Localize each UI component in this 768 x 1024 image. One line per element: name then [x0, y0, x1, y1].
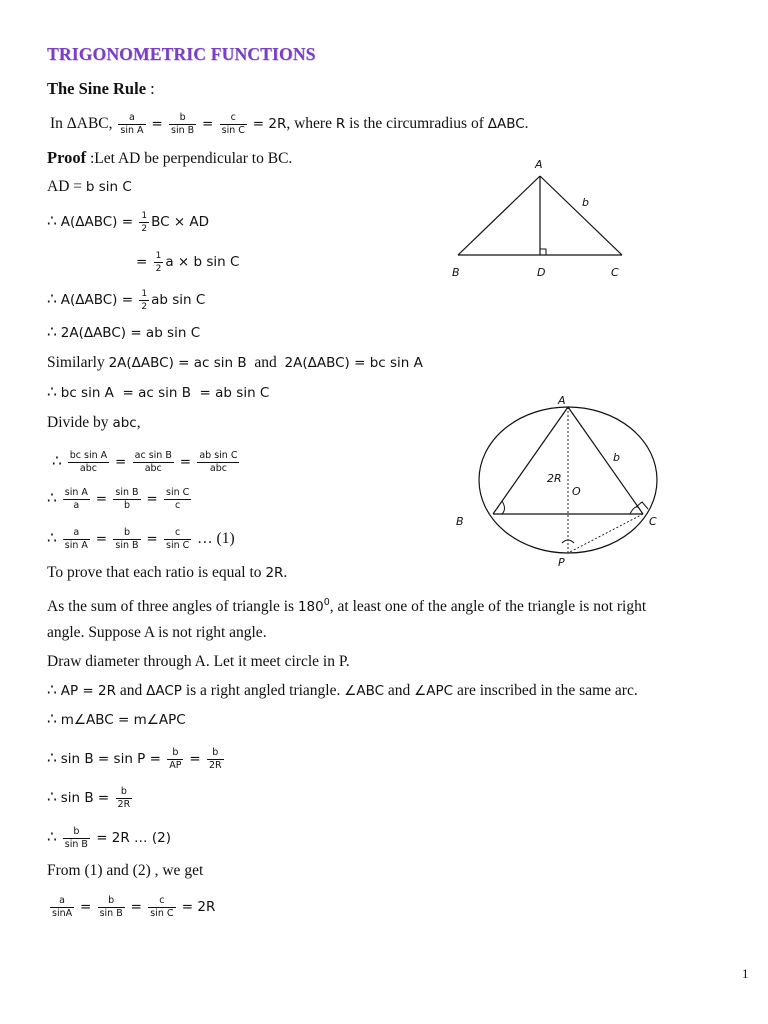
numerator: 1 [155, 251, 162, 261]
therefore-symbol: ∴ [47, 384, 61, 401]
text: is a right angled triangle. [181, 682, 345, 699]
fraction [154, 250, 164, 275]
math: 2R [265, 565, 284, 581]
numerator: sin A [64, 487, 88, 498]
math: b sin C [85, 179, 132, 195]
triangle-altitude-figure [440, 150, 640, 285]
equation-tag: … (1) [193, 530, 235, 548]
fraction [113, 527, 140, 552]
math: BC × AD [151, 214, 210, 231]
text: , at least one of the angle of the triangle is not right [329, 598, 647, 616]
math: ∠ABC [344, 683, 385, 699]
math-line [47, 413, 141, 433]
math: ∠APC [414, 683, 454, 699]
text: are inscribed in the same arc. [453, 682, 638, 699]
equals: = [151, 116, 167, 133]
denominator: sin C [221, 125, 245, 136]
text-line: From (1) and (2) , we get [47, 862, 204, 879]
therefore-symbol: ∴ [47, 711, 61, 728]
numerator: ac sin B [134, 450, 172, 461]
denominator: sin C [166, 540, 190, 551]
text: is the circumradius of [345, 115, 488, 133]
label-b: B [456, 515, 464, 528]
equals: = [115, 454, 131, 471]
math: ΔACP [146, 683, 182, 699]
therefore-symbol: ∴ [47, 530, 61, 548]
fraction [63, 487, 90, 512]
page-number: 1 [742, 966, 749, 981]
therefore-symbol: ∴ [47, 789, 61, 807]
numerator: a [63, 527, 90, 540]
math: ab sin C [151, 292, 206, 309]
denominator: abc [144, 463, 162, 474]
math: = 2R [252, 116, 287, 133]
math: abc [112, 415, 137, 431]
math: bc sin A = ac sin B = ab sin C [60, 385, 270, 401]
equals: = [95, 491, 112, 508]
math-line [47, 786, 134, 811]
therefore-symbol: ∴ [52, 453, 66, 471]
numerator: b [116, 786, 133, 799]
fraction [164, 527, 191, 552]
text: As the sum of three angles of triangle is [47, 598, 298, 616]
angle-p-arc [562, 540, 574, 543]
fraction [133, 450, 174, 475]
numerator: 1 [141, 289, 148, 299]
fraction [207, 747, 224, 772]
text: In ΔABC, [50, 115, 117, 133]
therefore-symbol: ∴ [47, 490, 61, 508]
math: R [335, 116, 346, 133]
math: 2A(ΔABC) = ab sin C [60, 325, 201, 341]
fraction [50, 895, 74, 920]
math-line [52, 450, 241, 475]
fraction [68, 450, 109, 475]
final-result [48, 895, 215, 920]
math-line [136, 250, 239, 275]
denominator: sin B [115, 540, 139, 551]
equals: = [130, 899, 147, 916]
denominator: 2 [155, 264, 162, 274]
text-line: angle. Suppose A is not right angle. [47, 624, 267, 641]
fraction [63, 527, 90, 552]
fraction [197, 450, 239, 475]
label-b: B [452, 266, 460, 279]
math: ΔABC [487, 116, 525, 133]
right-angle-mark [636, 502, 648, 509]
numerator: a [118, 112, 145, 125]
numerator: c [148, 895, 175, 908]
numerator: b [167, 747, 183, 760]
chord-cp [568, 514, 643, 553]
denominator: b [123, 500, 130, 511]
fraction [167, 747, 183, 772]
math-line [47, 487, 193, 512]
fraction [63, 826, 90, 851]
label-a: A [535, 158, 543, 171]
denominator: 2R [117, 799, 131, 810]
text: , [136, 414, 141, 431]
math-line [47, 210, 209, 235]
proof-label: Proof [47, 148, 87, 167]
therefore-symbol: ∴ [47, 750, 61, 768]
math-line [47, 383, 269, 403]
therefore-symbol: ∴ [47, 829, 61, 847]
math: sin B = sin P = [60, 751, 166, 768]
numerator: sin B [115, 487, 139, 498]
denominator: 2 [141, 224, 148, 234]
therefore-symbol: ∴ [47, 291, 61, 309]
text: To prove that each ratio is equal to [47, 564, 266, 581]
numerator: 1 [141, 211, 148, 221]
therefore-symbol: ∴ [47, 213, 61, 231]
text-line [47, 593, 646, 617]
text: AD = [47, 178, 86, 195]
label-side-b: b [613, 451, 620, 464]
math: 180 [297, 599, 324, 616]
math-line [47, 747, 226, 772]
equals: = [146, 531, 163, 548]
proof-line [47, 148, 292, 169]
equation-2 [47, 826, 171, 851]
side-ab [458, 176, 540, 255]
denominator: sin B [171, 125, 195, 136]
math: A(ΔABC) = [60, 214, 138, 231]
math: a × b sin C [165, 254, 240, 271]
fraction [139, 288, 149, 313]
denominator: 2R [208, 760, 222, 771]
page-title: TRIGONOMETRIC FUNCTIONS [47, 44, 316, 64]
numerator: b [113, 527, 140, 540]
fraction [113, 487, 140, 512]
denominator: a [73, 500, 80, 511]
math: 2A(ΔABC) = bc sin A [284, 355, 423, 371]
label-p: P [558, 556, 565, 569]
angle-b-arc [502, 501, 505, 514]
math: m∠ABC = m∠APC [60, 712, 186, 728]
fraction [220, 112, 247, 137]
equation-1 [47, 527, 235, 552]
math: = [136, 254, 152, 271]
math: sin B = [60, 790, 114, 807]
denominator: sin A [120, 125, 144, 136]
math-line [47, 177, 132, 197]
denominator: sin B [99, 908, 123, 919]
heading-text: The Sine Rule [47, 79, 147, 98]
text: . [524, 115, 529, 133]
label-2r: 2R [547, 472, 562, 485]
numerator: c [164, 527, 191, 540]
equals: = [79, 899, 96, 916]
numerator: b [207, 747, 224, 760]
equals: = [146, 491, 163, 508]
math-line [47, 288, 205, 313]
equals: = [189, 751, 205, 768]
math: = 2R … (2) [91, 830, 171, 847]
fraction [98, 895, 125, 920]
numerator: b [63, 826, 90, 839]
denominator: sin A [64, 540, 88, 551]
text-line [47, 681, 638, 701]
text: and [246, 354, 285, 371]
right-angle-mark [540, 249, 546, 255]
fraction [118, 112, 145, 137]
angle-c-arc [630, 507, 638, 514]
text: and [384, 682, 415, 699]
numerator: ab sin C [199, 450, 238, 461]
circumcircle-figure [450, 388, 665, 573]
numerator: sin C [166, 487, 190, 498]
text: :Let AD be perpendicular to BC. [86, 150, 293, 167]
superscript: 0 [323, 597, 330, 608]
side-ab [493, 407, 568, 514]
text: . [283, 564, 288, 581]
math: A(ΔABC) = [60, 292, 138, 309]
numerator: c [220, 112, 247, 125]
side-ac [540, 176, 622, 255]
numerator: b [169, 112, 196, 125]
text: and [116, 682, 147, 699]
text: , where [286, 115, 336, 133]
fraction [116, 786, 133, 811]
denominator: 2 [141, 302, 148, 312]
fraction [169, 112, 196, 137]
denominator: c [175, 500, 181, 511]
text-line [47, 563, 287, 583]
label-side-b: b [582, 196, 589, 209]
text: Similarly [47, 354, 109, 371]
math-line [47, 710, 186, 730]
math-line [47, 323, 200, 343]
equals: = [202, 116, 218, 133]
fraction [148, 895, 175, 920]
label-o: O [572, 485, 581, 498]
equals: = [95, 531, 112, 548]
denominator: abc [79, 463, 97, 474]
sine-rule-statement [50, 112, 529, 137]
label-c: C [649, 515, 657, 528]
numerator: bc sin A [69, 450, 108, 461]
math: = 2R [177, 899, 216, 916]
denominator: abc [209, 463, 227, 474]
fraction [139, 210, 149, 235]
text-line: Draw diameter through A. Let it meet circle in P. [47, 653, 350, 670]
equals: = [179, 454, 196, 471]
section-heading [47, 79, 155, 99]
numerator: b [98, 895, 125, 908]
label-c: C [611, 266, 619, 279]
fraction [164, 487, 191, 512]
math-line [47, 353, 423, 373]
label-a: A [558, 394, 566, 407]
denominator: AP [169, 760, 182, 771]
label-d: D [537, 266, 546, 279]
denominator: sin B [64, 839, 88, 850]
numerator: a [50, 895, 74, 908]
denominator: sin C [150, 908, 174, 919]
math: 2A(ΔABC) = ac sin B [108, 355, 247, 371]
denominator: sinA [52, 908, 73, 919]
therefore-symbol: ∴ [47, 682, 61, 699]
text: Divide by [47, 414, 113, 431]
heading-colon: : [146, 79, 155, 98]
math: AP = 2R [60, 683, 116, 699]
therefore-symbol: ∴ [47, 324, 61, 341]
